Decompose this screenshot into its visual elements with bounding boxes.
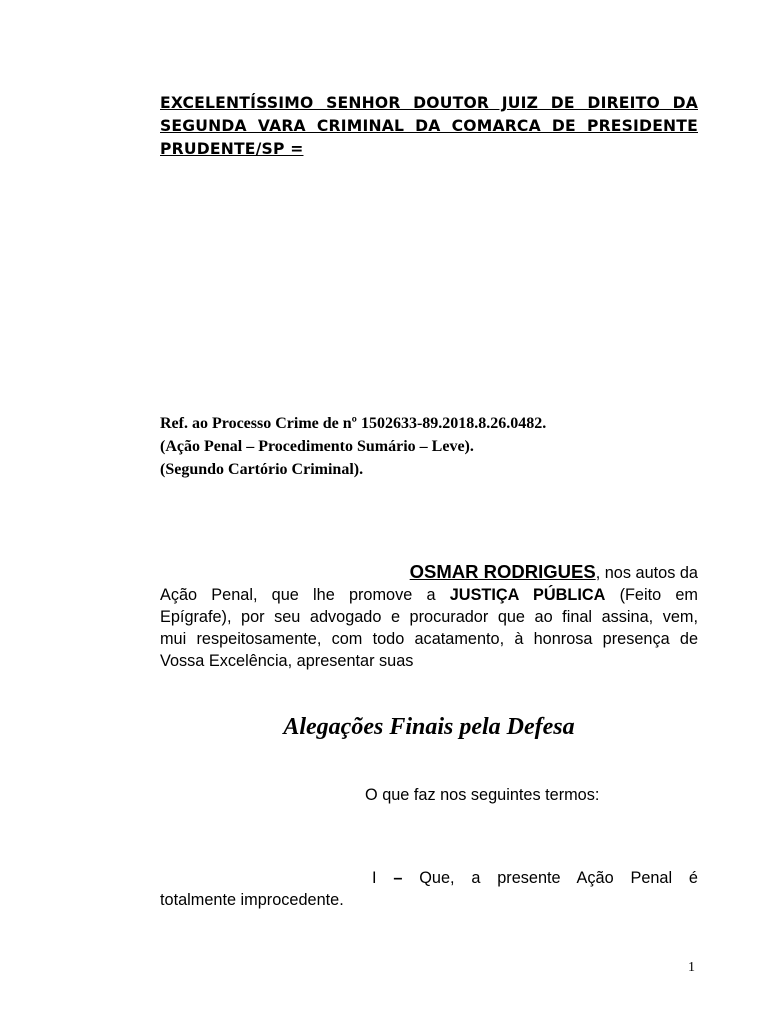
- intro-line: Vossa Excelência, apresentar suas: [160, 652, 414, 670]
- document-title: Alegações Finais pela Defesa: [283, 714, 575, 740]
- intro-line: [160, 584, 698, 606]
- intro-line: mui respeitosamente, com todo acatamento, à honrosa presença de: [160, 630, 698, 648]
- registry-office: (Segundo Cartório Criminal).: [160, 461, 364, 478]
- point-text: Que, a presente Ação Penal é: [419, 869, 698, 887]
- intro-text: (Feito em: [619, 586, 698, 604]
- point-line: totalmente improcedente.: [160, 891, 344, 909]
- addressee-line: EXCELENTÍSSIMO SENHOR DOUTOR JUIZ DE DIREITO DA: [160, 94, 698, 112]
- process-reference: [160, 412, 546, 481]
- point-one: [160, 867, 698, 911]
- addressee-line: SEGUNDA VARA CRIMINAL DA COMARCA DE PRESIDENTE: [160, 117, 698, 135]
- process-number: Ref. ao Processo Crime de nº 1502633-89.2018.8.26.0482.: [160, 415, 547, 432]
- point-dash: –: [393, 869, 403, 887]
- intro-paragraph: [160, 561, 698, 672]
- intro-text: Ação Penal, que lhe promove a: [160, 586, 436, 604]
- intro-line: [160, 561, 698, 584]
- intro-line: Epígrafe), por seu advogado e procurador que ao final assina, vem,: [160, 608, 698, 626]
- point-numeral: I: [372, 869, 377, 887]
- terms-statement: O que faz nos seguintes termos:: [365, 786, 600, 804]
- action-type: (Ação Penal – Procedimento Sumário – Leve).: [160, 438, 474, 455]
- intro-text: , nos autos da: [595, 564, 698, 582]
- point-line: [160, 867, 698, 889]
- addressee-heading: [160, 92, 698, 161]
- addressee-line: PRUDENTE/SP =: [160, 140, 304, 158]
- page-number: 1: [688, 960, 695, 975]
- justica-publica: JUSTIÇA PÚBLICA: [449, 586, 606, 604]
- party-name: OSMAR RODRIGUES: [409, 561, 596, 582]
